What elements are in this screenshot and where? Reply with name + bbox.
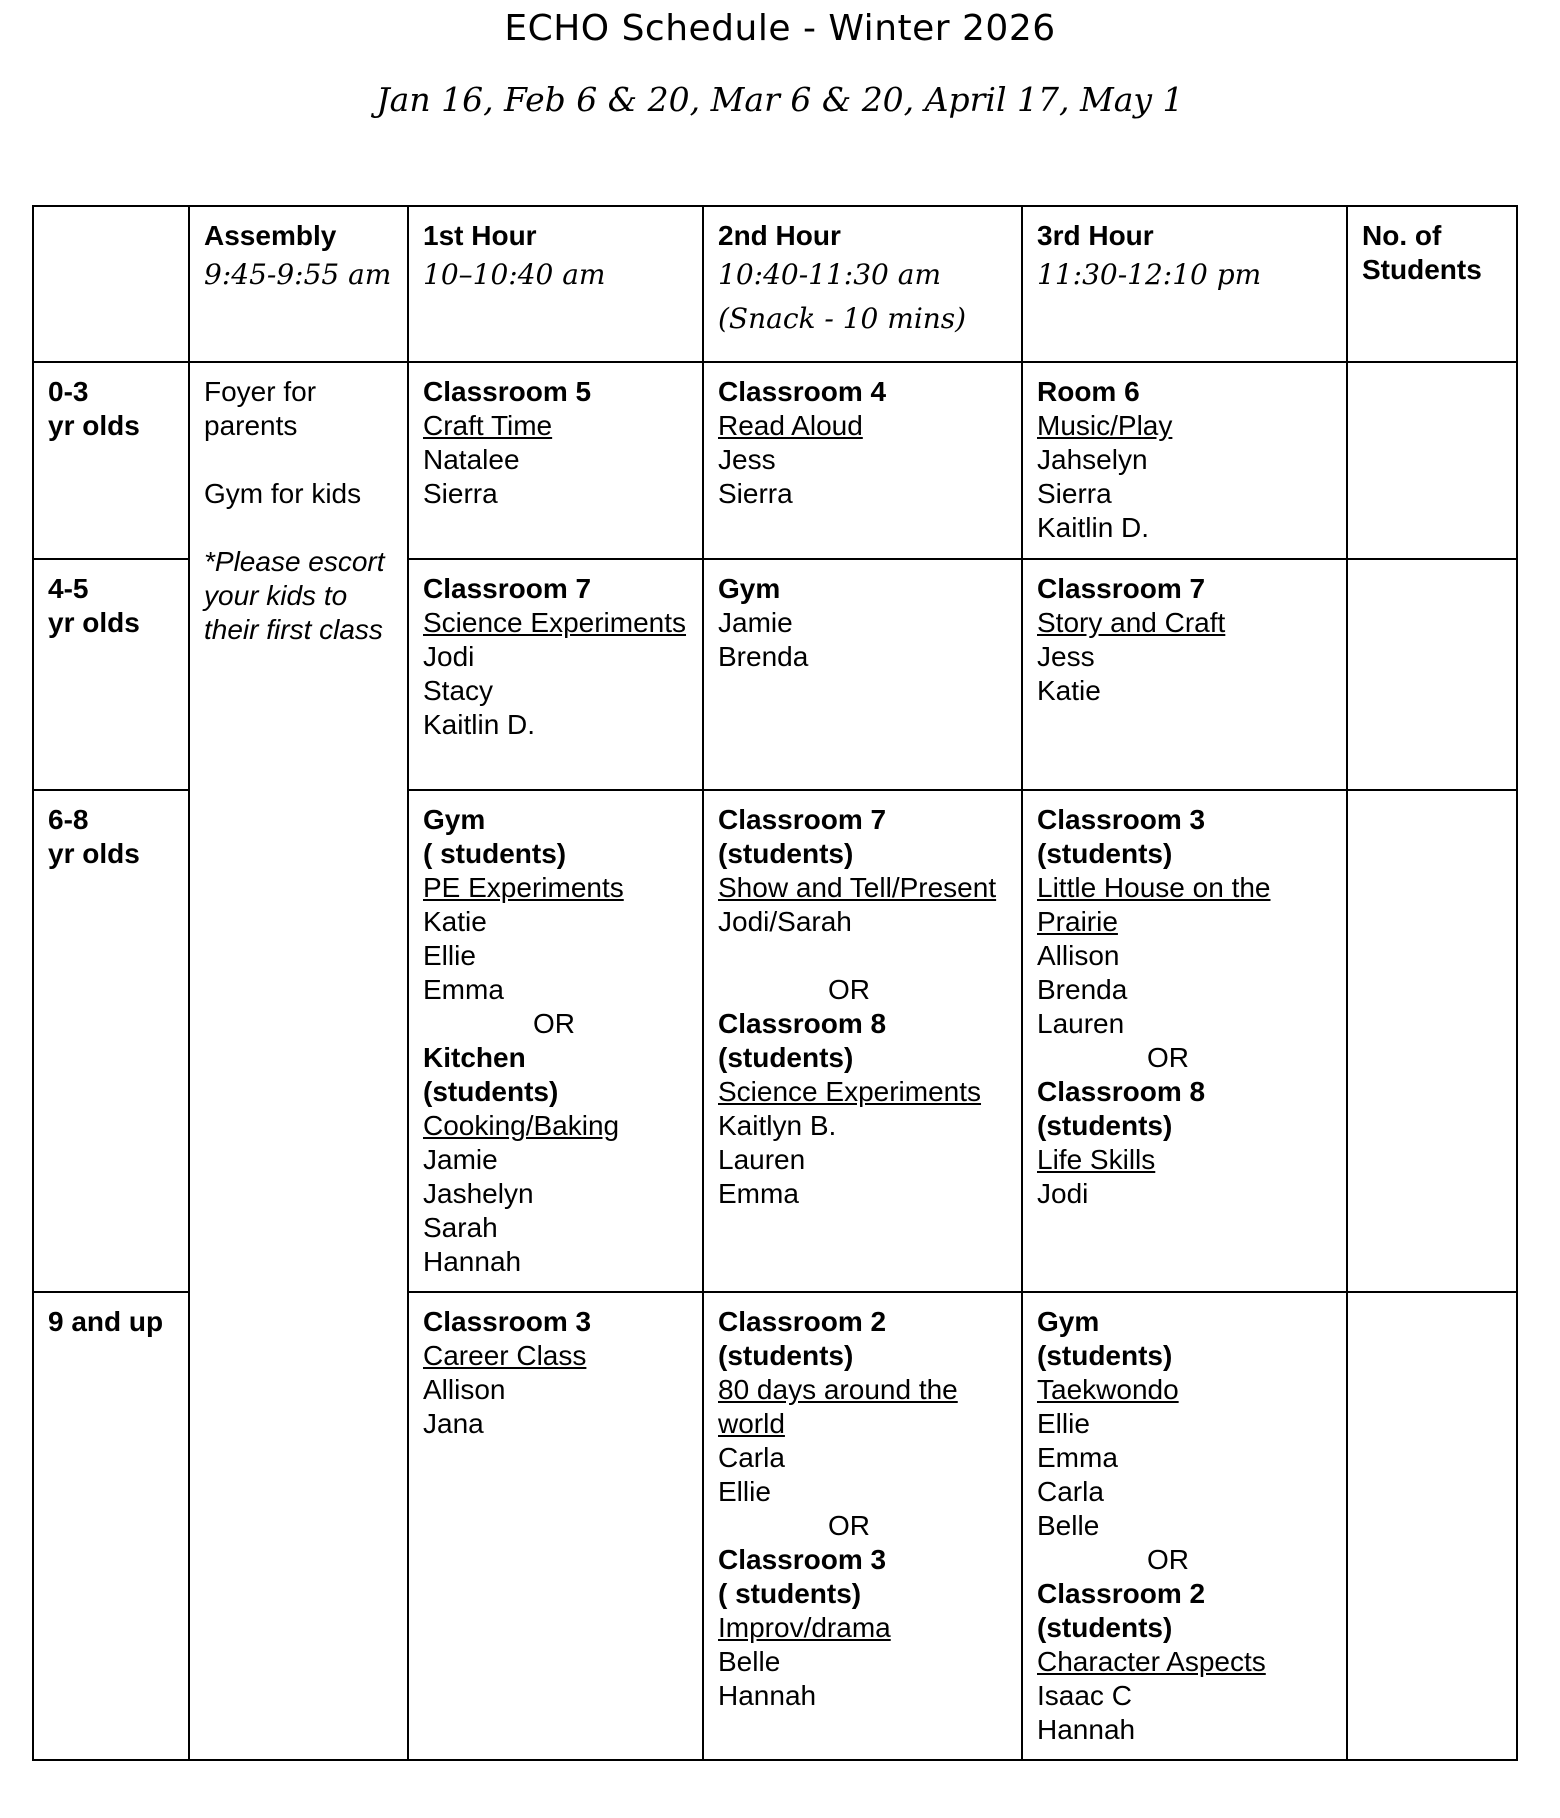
class-name: PE Experiments xyxy=(423,872,624,903)
teacher-name: Sierra xyxy=(1037,478,1112,509)
or-separator: OR xyxy=(828,1510,870,1541)
class-cell xyxy=(408,559,703,790)
teacher-name: Emma xyxy=(718,1178,799,1209)
age-group-cell xyxy=(33,1292,189,1760)
teacher-name: Lauren xyxy=(718,1144,806,1175)
age-group-label: yr olds xyxy=(48,838,140,869)
class-cell xyxy=(408,790,703,1292)
age-group-cell xyxy=(33,559,189,790)
room-label: Classroom 7 xyxy=(423,573,592,604)
class-name: 80 days around the world xyxy=(718,1374,958,1439)
age-group-label: yr olds xyxy=(48,607,140,638)
room-label: Classroom 3 xyxy=(718,1544,887,1575)
room-sub-label: (students) xyxy=(423,1076,559,1107)
class-cell xyxy=(1022,362,1347,559)
room-label: Classroom 5 xyxy=(423,376,592,407)
header-label: 2nd Hour xyxy=(718,220,841,251)
teacher-name: Carla xyxy=(1037,1476,1104,1507)
teacher-name: Jashelyn xyxy=(423,1178,534,1209)
header-label: 1st Hour xyxy=(423,220,537,251)
header-label: No. of Students xyxy=(1362,220,1482,285)
class-name: Story and Craft xyxy=(1037,607,1226,638)
class-cell xyxy=(703,790,1022,1292)
class-name: Little House on the Prairie xyxy=(1037,872,1271,937)
class-cell xyxy=(703,362,1022,559)
or-separator: OR xyxy=(533,1008,575,1039)
teacher-name: Belle xyxy=(1037,1510,1100,1541)
teacher-name: Katie xyxy=(1037,675,1101,706)
table-row xyxy=(33,362,1517,559)
class-name: Science Experiments xyxy=(423,607,687,638)
room-label: Classroom 7 xyxy=(1037,573,1206,604)
teacher-name: Kaitlin D. xyxy=(423,709,536,740)
teacher-name: Jodi/Sarah xyxy=(718,906,852,937)
or-separator: OR xyxy=(828,974,870,1005)
header-students xyxy=(1347,206,1517,362)
room-sub-label: ( students) xyxy=(423,838,567,869)
class-cell xyxy=(703,1292,1022,1760)
room-sub-label: (students) xyxy=(718,838,854,869)
teacher-name: Brenda xyxy=(718,641,809,672)
teacher-name: Ellie xyxy=(1037,1408,1090,1439)
header-note: (Snack - 10 mins) xyxy=(718,302,967,335)
class-name: Read Aloud xyxy=(718,410,863,441)
teacher-name: Jamie xyxy=(718,607,793,638)
class-name: Music/Play xyxy=(1037,410,1173,441)
student-count-cell xyxy=(1347,1292,1517,1760)
room-label: Gym xyxy=(1037,1306,1100,1337)
teacher-name: Stacy xyxy=(423,675,494,706)
room-sub-label: ( students) xyxy=(718,1578,862,1609)
room-sub-label: (students) xyxy=(1037,1340,1173,1371)
class-name: Character Aspects xyxy=(1037,1646,1266,1677)
teacher-name: Belle xyxy=(718,1646,781,1677)
teacher-name: Allison xyxy=(423,1374,506,1405)
header-time: 10:40-11:30 am xyxy=(718,258,941,291)
assembly-kids: Gym for kids xyxy=(204,478,362,509)
header-hour3 xyxy=(1022,206,1347,362)
header-hour2 xyxy=(703,206,1022,362)
teacher-name: Sierra xyxy=(718,478,793,509)
header-time: 10–10:40 am xyxy=(423,258,606,291)
teacher-name: Hannah xyxy=(718,1680,817,1711)
age-group-label: 9 and up xyxy=(48,1306,164,1337)
teacher-name: Jess xyxy=(718,444,776,475)
class-cell xyxy=(1022,559,1347,790)
room-sub-label: (students) xyxy=(718,1340,854,1371)
header-age-cell xyxy=(33,206,189,362)
room-sub-label: (students) xyxy=(1037,838,1173,869)
teacher-name: Jodi xyxy=(1037,1178,1089,1209)
header-assembly xyxy=(189,206,408,362)
teacher-name: Jess xyxy=(1037,641,1095,672)
class-name: Life Skills xyxy=(1037,1144,1156,1175)
class-name: Taekwondo xyxy=(1037,1374,1179,1405)
header-hour1 xyxy=(408,206,703,362)
room-label: Classroom 7 xyxy=(718,804,887,835)
room-sub-label: (students) xyxy=(718,1042,854,1073)
class-name: Craft Time xyxy=(423,410,553,441)
class-name: Career Class xyxy=(423,1340,587,1371)
room-label: Classroom 8 xyxy=(718,1008,887,1039)
age-group-label: 4-5 xyxy=(48,573,89,604)
teacher-name: Sierra xyxy=(423,478,498,509)
header-label: Assembly xyxy=(204,220,337,251)
teacher-name: Kaitlyn B. xyxy=(718,1110,837,1141)
teacher-name: Katie xyxy=(423,906,487,937)
class-cell xyxy=(1022,1292,1347,1760)
age-group-cell xyxy=(33,790,189,1292)
room-label: Classroom 3 xyxy=(423,1306,592,1337)
room-label: Kitchen xyxy=(423,1042,526,1073)
teacher-name: Lauren xyxy=(1037,1008,1125,1039)
student-count-cell xyxy=(1347,790,1517,1292)
teacher-name: Jahselyn xyxy=(1037,444,1148,475)
class-cell xyxy=(408,362,703,559)
room-label: Classroom 4 xyxy=(718,376,887,407)
teacher-name: Sarah xyxy=(423,1212,498,1243)
age-group-label: 6-8 xyxy=(48,804,89,835)
age-group-label: yr olds xyxy=(48,410,140,441)
class-name: Science Experiments xyxy=(718,1076,982,1107)
assembly-parents: Foyer for parents xyxy=(204,376,317,441)
or-separator: OR xyxy=(1147,1042,1189,1073)
student-count-cell xyxy=(1347,362,1517,559)
header-time: 11:30-12:10 pm xyxy=(1037,258,1262,291)
assembly-note: *Please escort your kids to their first class xyxy=(204,546,385,645)
assembly-cell xyxy=(189,362,408,1760)
teacher-name: Emma xyxy=(423,974,504,1005)
student-count-cell xyxy=(1347,559,1517,790)
room-label: Classroom 2 xyxy=(1037,1578,1206,1609)
room-label: Gym xyxy=(718,573,781,604)
header-row xyxy=(33,206,1517,362)
page-title: ECHO Schedule - Winter 2026 xyxy=(504,8,1056,49)
age-group-cell xyxy=(33,362,189,559)
age-group-label: 0-3 xyxy=(48,376,89,407)
teacher-name: Hannah xyxy=(423,1246,522,1277)
teacher-name: Allison xyxy=(1037,940,1120,971)
teacher-name: Ellie xyxy=(718,1476,771,1507)
header-time: 9:45-9:55 am xyxy=(204,258,392,291)
teacher-name: Jodi xyxy=(423,641,475,672)
teacher-name: Ellie xyxy=(423,940,476,971)
room-label: Classroom 2 xyxy=(718,1306,887,1337)
class-cell xyxy=(1022,790,1347,1292)
teacher-name: Hannah xyxy=(1037,1714,1136,1745)
room-sub-label: (students) xyxy=(1037,1612,1173,1643)
class-cell xyxy=(408,1292,703,1760)
teacher-name: Brenda xyxy=(1037,974,1128,1005)
room-sub-label: (students) xyxy=(1037,1110,1173,1141)
teacher-name: Carla xyxy=(718,1442,785,1473)
schedule-table xyxy=(32,205,1518,1761)
header-label: 3rd Hour xyxy=(1037,220,1154,251)
session-dates: Jan 16, Feb 6 & 20, Mar 6 & 20, April 17, May 1 xyxy=(376,80,1184,119)
teacher-name: Isaac C xyxy=(1037,1680,1132,1711)
room-label: Gym xyxy=(423,804,486,835)
class-cell xyxy=(703,559,1022,790)
teacher-name: Jana xyxy=(423,1408,484,1439)
teacher-name: Emma xyxy=(1037,1442,1118,1473)
teacher-name: Jamie xyxy=(423,1144,498,1175)
class-name: Improv/drama xyxy=(718,1612,891,1643)
room-label: Classroom 8 xyxy=(1037,1076,1206,1107)
teacher-name: Natalee xyxy=(423,444,520,475)
teacher-name: Kaitlin D. xyxy=(1037,512,1150,543)
class-name: Cooking/Baking xyxy=(423,1110,620,1141)
or-separator: OR xyxy=(1147,1544,1189,1575)
room-label: Classroom 3 xyxy=(1037,804,1206,835)
class-name: Show and Tell/Present xyxy=(718,872,997,903)
room-label: Room 6 xyxy=(1037,376,1140,407)
